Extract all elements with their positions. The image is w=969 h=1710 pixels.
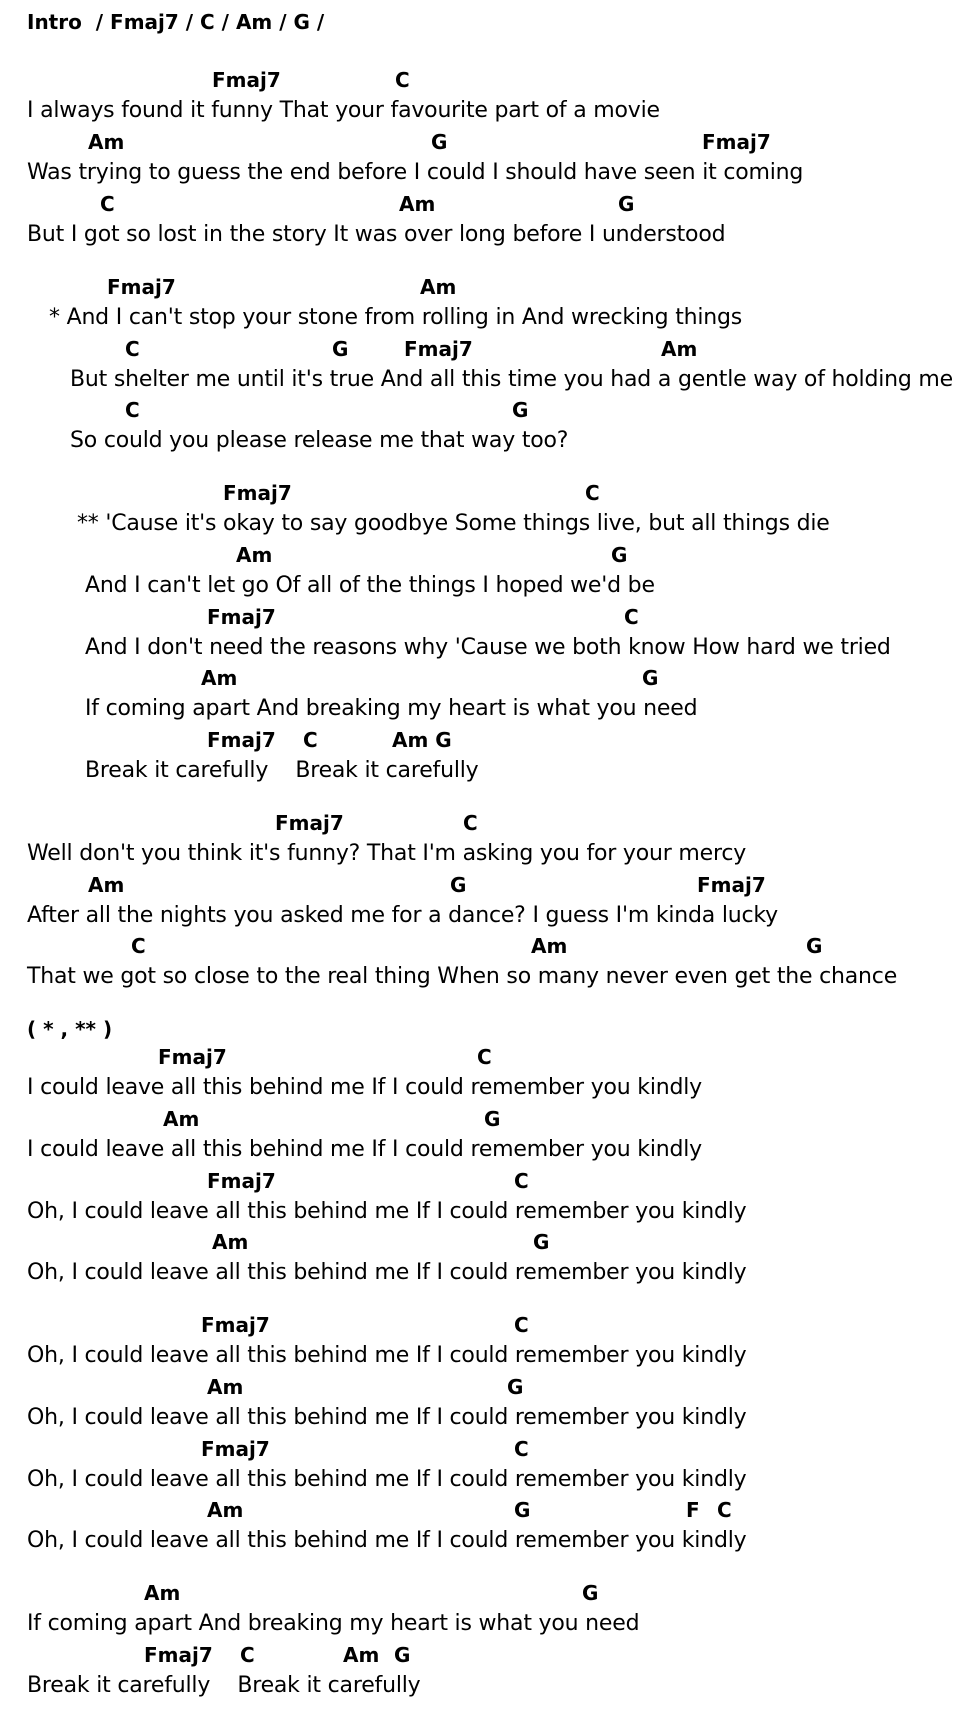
chord: C	[240, 1643, 255, 1667]
chord: C	[131, 934, 146, 958]
chord: C	[463, 811, 478, 835]
chord: G	[514, 1498, 531, 1522]
chord: Fmaj7	[697, 873, 766, 897]
chord: Fmaj7	[404, 337, 473, 361]
lyric-line: Oh, I could leave all this behind me If I could remember you kindly	[27, 1260, 747, 1285]
lyric-line: I could leave all this behind me If I could remember you kindly	[27, 1075, 702, 1100]
chord: Fmaj7	[702, 130, 771, 154]
chord: Am	[420, 275, 457, 299]
lyric-line: I could leave all this behind me If I could remember you kindly	[27, 1137, 702, 1162]
chord: Am	[399, 192, 436, 216]
chord: Am	[201, 666, 238, 690]
chord: Am	[661, 337, 698, 361]
chord: Am	[212, 1230, 249, 1254]
chord: F	[686, 1498, 700, 1522]
chord: C	[624, 605, 639, 629]
lyric-line: Oh, I could leave all this behind me If I could remember you kindly	[27, 1467, 747, 1492]
chord: Fmaj7	[207, 1169, 276, 1193]
chord: Fmaj7	[223, 481, 292, 505]
lyric-line: So could you please release me that way too?	[70, 428, 569, 453]
chord: Am	[207, 1375, 244, 1399]
chord: Fmaj7	[212, 68, 281, 92]
chord: Fmaj7	[158, 1045, 227, 1069]
chord: Am	[207, 1498, 244, 1522]
chord: C	[125, 337, 140, 361]
chord: Am	[88, 130, 125, 154]
chord: C	[514, 1437, 529, 1461]
chord: Am	[144, 1581, 181, 1605]
repeat-marker: ( * , ** )	[27, 1017, 113, 1041]
chord: G	[533, 1230, 550, 1254]
lyric-line: Break it carefully Break it carefully	[85, 758, 479, 783]
chord: C	[303, 728, 318, 752]
chord: Fmaj7	[207, 728, 276, 752]
chord: G	[507, 1375, 524, 1399]
chord: Am	[88, 873, 125, 897]
chord: G	[332, 337, 349, 361]
chord: Am	[343, 1643, 380, 1667]
chord: C	[717, 1498, 732, 1522]
lyric-line: Was trying to guess the end before I could I should have seen it coming	[27, 160, 804, 185]
chord: Am	[236, 543, 273, 567]
chord: G	[618, 192, 635, 216]
lyric-line: Well don't you think it's funny? That I'm asking you for your mercy	[27, 841, 747, 866]
lyric-line: And I can't let go Of all of the things I hoped we'd be	[85, 573, 655, 598]
chord: Fmaj7	[144, 1643, 213, 1667]
chord: G	[484, 1107, 501, 1131]
lyric-line: That we got so close to the real thing When so many never even get the chance	[27, 964, 898, 989]
lyric-line: Break it carefully Break it carefully	[27, 1673, 421, 1698]
chord: G	[394, 1643, 411, 1667]
lyric-line: ** 'Cause it's okay to say goodbye Some things live, but all things die	[77, 511, 830, 536]
lyric-line: If coming apart And breaking my heart is what you need	[27, 1611, 640, 1636]
chord: G	[582, 1581, 599, 1605]
lyric-line: But I got so lost in the story It was over long before I understood	[27, 222, 726, 247]
chord: Fmaj7	[201, 1437, 270, 1461]
chord: C	[514, 1313, 529, 1337]
chord: G	[512, 398, 529, 422]
chord: Am G	[392, 728, 452, 752]
chord: C	[395, 68, 410, 92]
chord: G	[642, 666, 659, 690]
chord: Fmaj7	[201, 1313, 270, 1337]
chord: G	[431, 130, 448, 154]
lyric-line: I always found it funny That your favourite part of a movie	[27, 98, 660, 123]
chord: Am	[531, 934, 568, 958]
chord: Fmaj7	[275, 811, 344, 835]
lyric-line: And I don't need the reasons why 'Cause we both know How hard we tried	[85, 635, 891, 660]
chord: G	[611, 543, 628, 567]
lyric-line: Oh, I could leave all this behind me If I could remember you kindly	[27, 1343, 747, 1368]
lyric-line: If coming apart And breaking my heart is what you need	[85, 696, 698, 721]
lyric-line: * And I can't stop your stone from rolling in And wrecking things	[49, 305, 743, 330]
chord: C	[514, 1169, 529, 1193]
chord: Am	[163, 1107, 200, 1131]
chord: G	[806, 934, 823, 958]
chord: C	[477, 1045, 492, 1069]
lyric-line: Oh, I could leave all this behind me If I could remember you kindly	[27, 1199, 747, 1224]
chord: C	[585, 481, 600, 505]
lyric-line: Oh, I could leave all this behind me If I could remember you kindly	[27, 1405, 747, 1430]
intro-line: Intro / Fmaj7 / C / Am / G /	[27, 10, 325, 34]
chord: Fmaj7	[207, 605, 276, 629]
chord: Fmaj7	[107, 275, 176, 299]
chord: C	[125, 398, 140, 422]
chord: C	[100, 192, 115, 216]
lyric-line: After all the nights you asked me for a dance? I guess I'm kinda lucky	[27, 903, 779, 928]
lyric-line: But shelter me until it's true And all this time you had a gentle way of holding me	[70, 367, 953, 392]
lyric-line: Oh, I could leave all this behind me If I could remember you kindly	[27, 1528, 747, 1553]
chord: G	[450, 873, 467, 897]
